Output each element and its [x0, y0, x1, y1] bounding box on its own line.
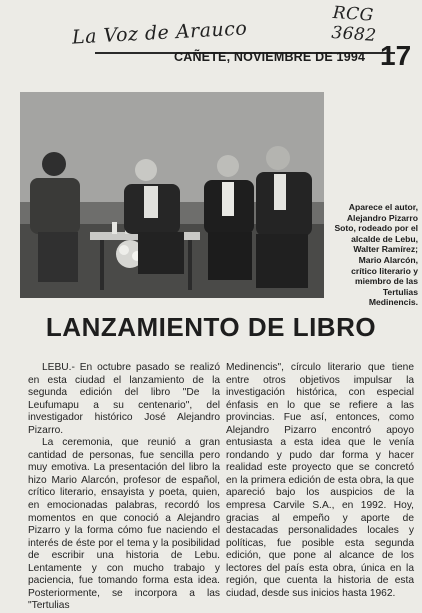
- article-paragraph-2-continued: Medinencis", círculo literario que tiene entre otros objetivos impulsar la investigación histórica, con especial énfasis en lo que se refiere a las provincias. Fue así, entonces, como Alejandro Pizarro encontró apoyo entusiasta a esta idea que le venía rondando y pudo dar forma y hacer realidad este proyecto que se concretó en la primera edición de esta obra, la que apareció bajo los auspicios de la empresa Carvile S.A., en 1992. Hoy, gracias al empeño y aporte de destacadas personalidades locales y políticas, fue posible esta segunda edición, que pone al alcance de los lectores del país esta obra, única en la región, que cuenta la historia de esta ciudad, desde sus inicios hasta 1962.: [226, 362, 414, 599]
- article-column-right: [226, 362, 414, 600]
- issue-date-line: CAÑETE, NOVIEMBRE DE 1994: [174, 50, 366, 64]
- page-number: 17: [380, 40, 412, 71]
- article-paragraph-2: La ceremonia, que reunió a gran cantidad de personas, fue sencilla pero muy emotiva. La presentación del libro la hizo Mario Alarcón, profesor de español, crítico literario, ensayista y poeta, quien, en emocionadas palabras, recordó los momentos en que conoció a Alejandro Pizarro y la forma cómo fue naciendo el interés de éste por el tema y la posibilidad de escribir una historia de Lebu. Lentamente y con mucho trabajo y paciencia, fue tomando forma esta idea. Posteriormente, se incorpora a las "Tertulias: [28, 437, 220, 612]
- article-headline: LANZAMIENTO DE LIBRO: [45, 312, 377, 342]
- article-paragraph-1: LEBU.- En octubre pasado se realizó en esta ciudad el lanzamiento de la segunda edición del libro "De la Leufumapu a su centenario", del investigador histórico José Alejandro Pizarro.: [28, 362, 220, 436]
- photo-caption: Aparece el autor, Alejandro Pizarro Soto, rodeado por el alcalde de Lebu, Walter Ramírez; Mario Alarcón, crítico literario y miembro de las Tertulias Medinencis.: [334, 202, 418, 308]
- handwritten-source-note: La Voz de Arauco: [71, 17, 248, 49]
- handwritten-archive-code: RCG 3682: [330, 2, 378, 46]
- article-column-left: [28, 362, 220, 613]
- article-photo: [20, 92, 324, 298]
